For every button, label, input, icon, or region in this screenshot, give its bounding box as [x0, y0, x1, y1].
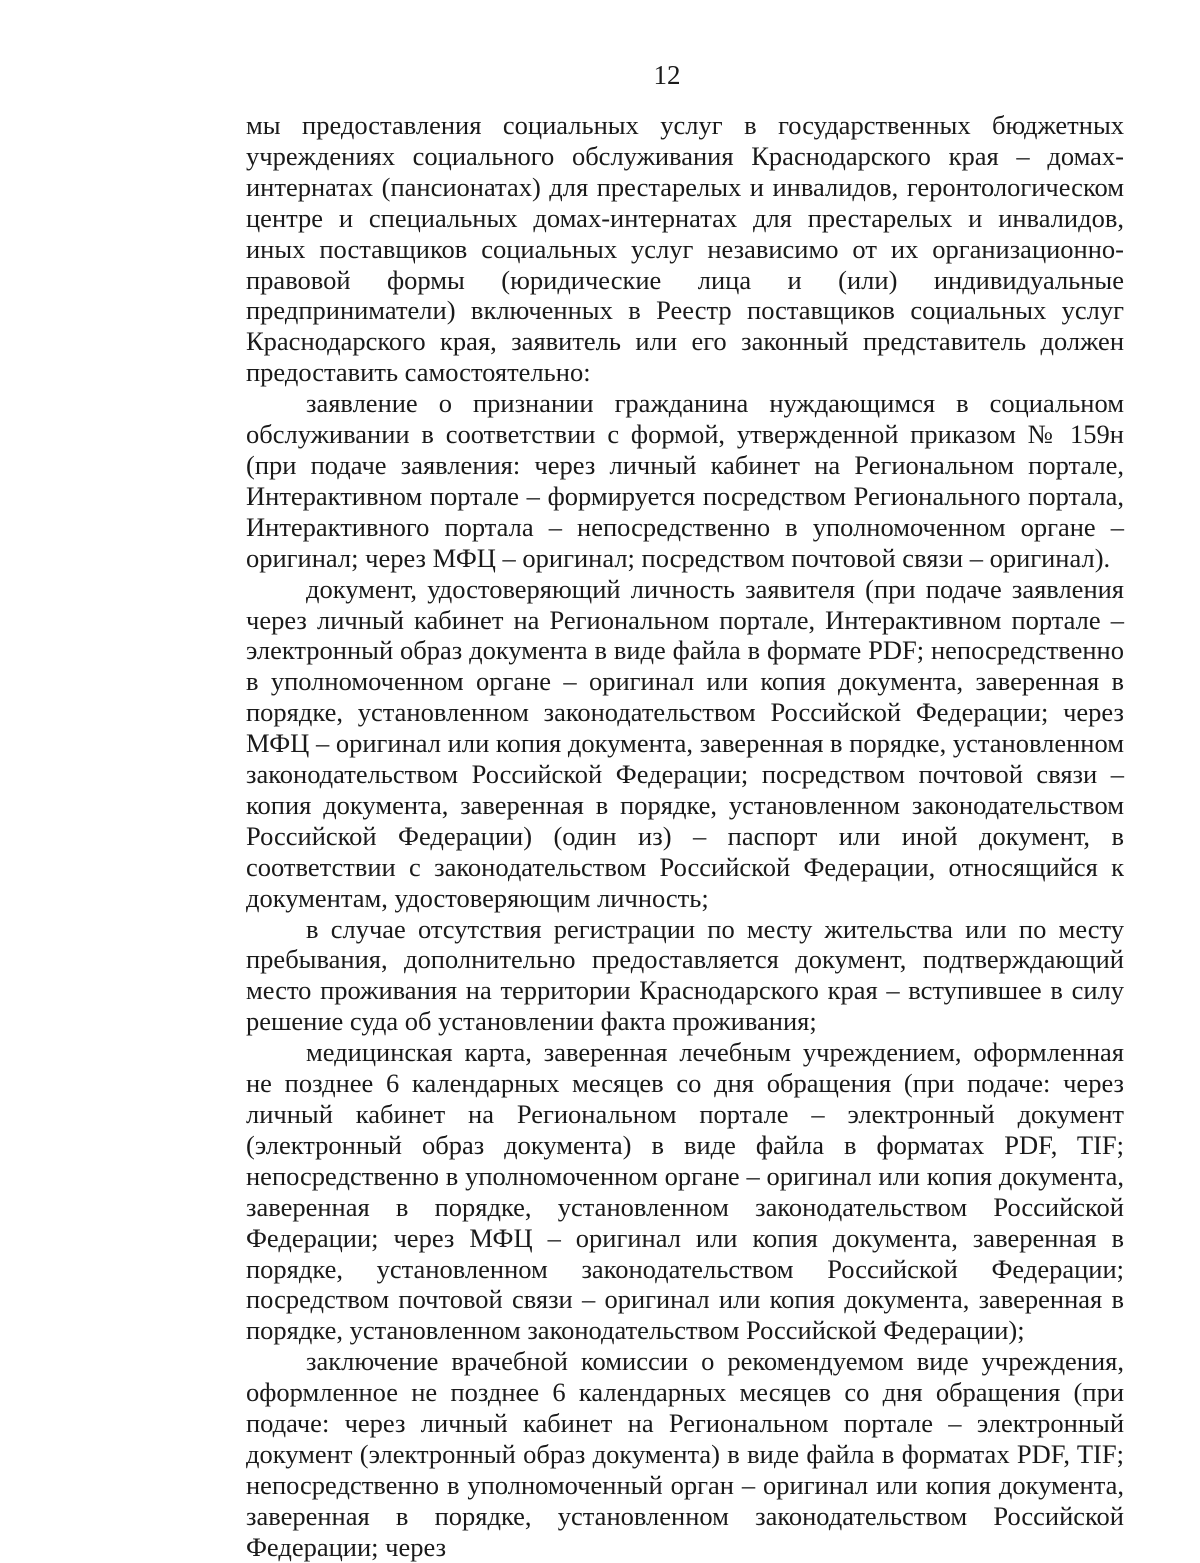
paragraph-identity-document: документ, удостоверяющий личность заявителя (при подаче заявления через личный кабинет на Региональном портале, Интерактивном портале – электронный образ документа в виде файла в формате PDF; непосредственно в уполномоченном органе – оригинал или копия документа, заверенная в порядке, установленном законодательством Российской Федерации; через МФЦ – оригинал или копия документа, заверенная в порядке, установленном законодательством Российской Федерации; посредством почтовой связи – копия документа, заверенная в порядке, установленном законодательством Российской Федерации) (один из) – паспорт или иной документ, в соответствии с законодательством Российской Федерации, относящийся к документам, удостоверяющим личность;	[246, 573, 1124, 913]
document-body	[246, 110, 1124, 1563]
paragraph-medical-card: медицинская карта, заверенная лечебным учреждением, оформленная не позднее 6 календарных месяцев со дня обращения (при подаче: через личный кабинет на Региональном портале – электронный документ (электронный образ документа) в виде файла в форматах PDF, TIF; непосредственно в уполномоченном органе – оригинал или копия документа, заверенная в порядке, установленном законодательством Российской Федерации; через МФЦ – оригинал или копия документа, заверенная в порядке, установленном законодательством Российской Федерации; посредством почтовой связи – оригинал или копия документа, заверенная в порядке, установленном законодательством Российской Федерации);	[246, 1037, 1124, 1346]
paragraph-application: заявление о признании гражданина нуждающимся в социальном обслуживании в соответствии с формой, утвержденной приказом № 159н (при подаче заявления: через личный кабинет на Региональном портале, Интерактивном портале – формируется посредством Регионального портала, Интерактивного портала – непосредственно в уполномоченном органе – оригинал; через МФЦ – оригинал; посредством почтовой связи – оригинал).	[246, 388, 1124, 573]
page-number: 12	[653, 60, 681, 90]
paragraph-continuation: мы предоставления социальных услуг в государственных бюджетных учреждениях социального обслуживания Краснодарского края – домах-интернатах (пансионатах) для престарелых и инвалидов, геронтологическом центре и специальных домах-интернатах для престарелых и инвалидов, иных поставщиков социальных услуг независимо от их организационно-правовой формы (юридические лица и (или) индивидуальные предприниматели) включенных в Реестр поставщиков социальных услуг Краснодарского края, заявитель или его законный представитель должен предоставить самостоятельно:	[246, 110, 1124, 388]
paragraph-medical-commission: заключение врачебной комиссии о рекомендуемом виде учреждения, оформленное не позднее 6 календарных месяцев со дня обращения (при подаче: через личный кабинет на Региональном портале – электронный документ (электронный образ документа) в виде файла в форматах PDF, TIF; непосредственно в уполномоченный орган – оригинал или копия документа, заверенная в порядке, установленном законодательством Российской Федерации; через	[246, 1346, 1124, 1562]
paragraph-residence-document: в случае отсутствия регистрации по месту жительства или по месту пребывания, дополнительно предоставляется документ, подтверждающий место проживания на территории Краснодарского края – вступившее в силу решение суда об установлении факта проживания;	[246, 913, 1124, 1037]
